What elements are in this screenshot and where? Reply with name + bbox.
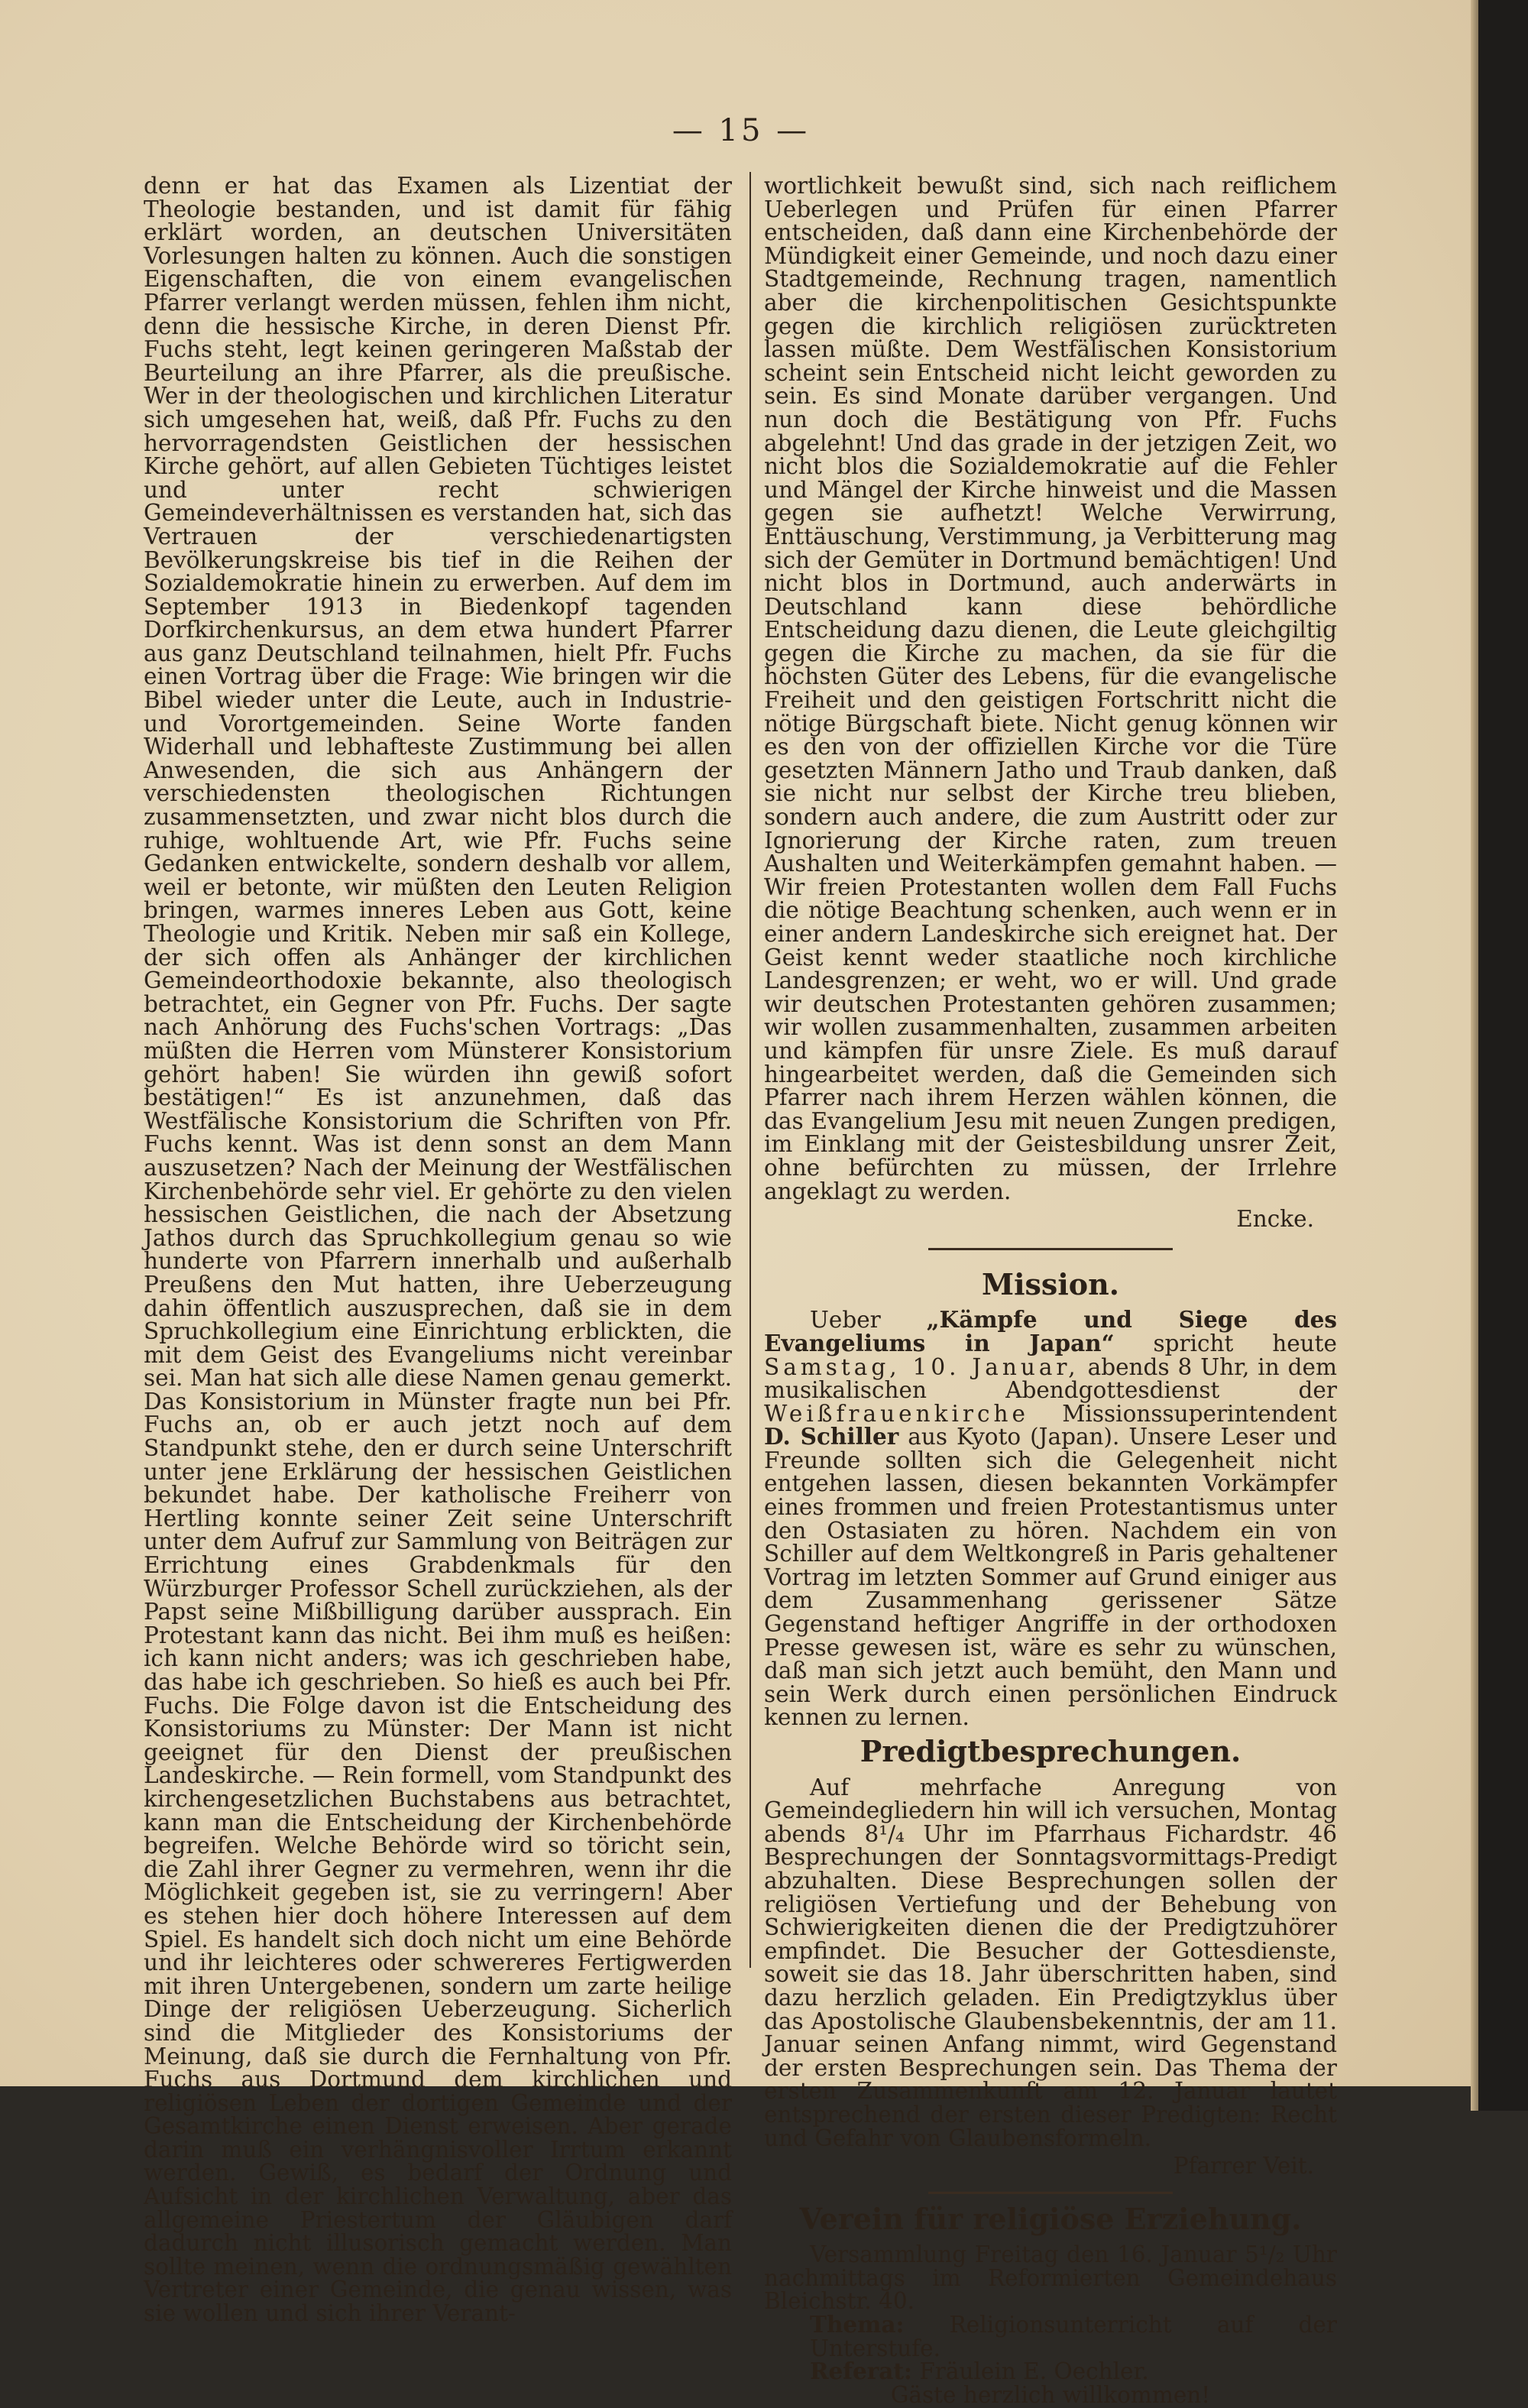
main-article-continuation: wortlichkeit bewußt sind, sich nach reiflichem Ueberlegen und Prüfen für einen Pfarrer entscheiden, daß dann eine Kirchenbehörde der Mündigkeit einer Gemeinde, und noch dazu einer Stadtgemeinde, Rechnung tragen, namentlich aber die kirchenpolitischen Gesichtspunkte gegen die kirchlich religiösen zurücktreten lassen müßte. Dem Westfälischen Konsistorium scheint sein Entscheid nicht leicht geworden zu sein. Es sind Monate darüber vergangen. Und nun doch die Bestätigung von Pfr. Fuchs abgelehnt! Und das grade in der jetzigen Zeit, wo nicht blos die Sozialdemokratie auf die Fehler und Mängel der Kirche hinweist und die Massen gegen sie aufhetzt! Welche Verwirrung, Enttäuschung, Verstimmung, ja Verbitterung mag sich der Gemüter in Dortmund bemächtigen! Und nicht blos in Dortmund, auch anderwärts in Deutschland kann diese behördliche Entscheidung dazu dienen, die Leute gleichgiltig gegen die Kirche zu machen, da sie für die höchsten Güter des Lebens, für die evangelische Freiheit und den geistigen Fortschritt nicht die nötige Bürgschaft biete. Nicht genug können wir es den von der offiziellen Kirche vor die Türe gesetzten Männern Jatho und Traub danken, daß sie nicht nur selbst der Kirche treu blieben, sondern auch andere, die zum Austritt oder zur Ignorierung der Kirche raten, zum treuen Aushalten und Weiterkämpfen gemahnt haben. — Wir freien Protestanten wollen dem Fall Fuchs die nötige Beachtung schenken, auch wenn er in einer andern Landeskirche sich ereignet hat. Der Geist kennt weder staatliche noch kirchliche Landesgrenzen; er weht, wo er will. Und grade wir deutschen Protestanten gehören zusammen; wir wollen zusammenhalten, zusammen arbeiten und kämpfen für unsre Ziele. Es muß darauf hingearbeitet werden, daß die Gemeinden sich Pfarrer nach ihrem Herzen wählen können, die das Evangelium Jesu mit neuen Zungen predigen, im Einklang mit der Geistesbildung unsrer Zeit, ohne befürchten zu müssen, der Irrlehre angeklagt zu werden.	[764, 173, 1337, 1204]
article-signature: Encke.	[1236, 1206, 1314, 1233]
column-divider	[749, 172, 751, 1968]
section-divider	[928, 2192, 1173, 2194]
verein-heading: Verein für religiöse Erziehung.	[799, 2201, 1302, 2236]
predigt-signature: Pfarrer Veit.	[1173, 2153, 1314, 2180]
mission-heading: Mission.	[982, 1266, 1119, 1301]
verein-meeting: Versammlung Freitag den 16. Januar 5¹/₂ Uhr nachmittags im Reformierten Gemeindehaus Bleichstr. 40.	[764, 2241, 1337, 2315]
page-number: — 15 —	[672, 113, 811, 148]
mission-speaker: D. Schiller	[764, 1423, 899, 1450]
mission-body	[764, 1308, 1337, 1729]
section-divider	[928, 1248, 1173, 1250]
thema-value: Religionsunterricht auf der Unterstufe.	[810, 2312, 1337, 2361]
mission-topic: „Kämpfe und Siege des Evangeliums in Japan“	[764, 1306, 1337, 1356]
verein-referat	[810, 2360, 1337, 2384]
mission-day: Samstag, 10. Januar,	[764, 1353, 1080, 1380]
mission-text-1: spricht heute	[1153, 1330, 1337, 1356]
verein-welcome: Gäste herzlich willkommen!	[890, 2381, 1211, 2408]
main-article-body: denn er hat das Examen als Lizentiat der Theologie bestanden, und ist damit für fähig erklärt worden, an deutschen Universitäten Vorlesungen halten zu können. Auch die sonstigen Eigenschaften, die von einem evangelischen Pfarrer verlangt werden müssen, fehlen ihm nicht, denn die hessische Kirche, in deren Dienst Pfr. Fuchs steht, legt keinen geringeren Maßstab der Beurteilung an ihre Pfarrer, als die preußische. Wer in der theologischen und kirchlichen Literatur sich umgesehen hat, weiß, daß Pfr. Fuchs zu den hervorragendsten Geistlichen der hessischen Kirche gehört, auf allen Gebieten Tüchtiges leistet und unter recht schwierigen Gemeindeverhältnissen es verstanden hat, sich das Vertrauen der verschiedenartigsten Bevölkerungskreise bis tief in die Reihen der Sozialdemokratie hinein zu erwerben. Auf dem im September 1913 in Biedenkopf tagenden Dorfkirchenkursus, an dem etwa hundert Pfarrer aus ganz Deutschland teilnahmen, hielt Pfr. Fuchs einen Vortrag über die Frage: Wie bringen wir die Bibel wieder unter die Leute, auch in Industrie- und Vorortgemeinden. Seine Worte fanden Widerhall und lebhafteste Zustimmung bei allen Anwesenden, die sich aus Anhängern der verschiedensten theologischen Richtungen zusammensetzten, und zwar nicht blos durch die ruhige, wohltuende Art, wie Pfr. Fuchs seine Gedanken entwickelte, sondern deshalb vor allem, weil er betonte, wir müßten den Leuten Religion bringen, warmes inneres Leben aus Gott, keine Theologie und Kritik. Neben mir saß ein Kollege, der sich offen als Anhänger der kirchlichen Gemeindeorthodoxie bekannte, also theologisch betrachtet, ein Gegner von Pfr. Fuchs. Der sagte nach Anhörung des Fuchs'schen Vortrags: „Das müßten die Herren vom Münsterer Konsistorium gehört haben! Sie würden ihn gewiß sofort bestätigen!“ Es ist anzunehmen, daß das Westfälische Konsistorium die Schriften von Pfr. Fuchs kennt. Was ist denn sonst an dem Mann auszusetzen? Nach der Meinung der Westfälischen Kirchenbehörde sehr viel. Er gehörte zu den vielen hessischen Geistlichen, die nach der Absetzung Jathos durch das Spruchkollegium genau so wie hunderte von Pfarrern innerhalb und außerhalb Preußens den Mut hatten, ihre Ueberzeugung dahin öffentlich auszusprechen, daß sie in dem Spruchkollegium eine Einrichtung erblickten, die mit dem Geist des Evangeliums nicht vereinbar sei. Man hat sich alle diese Namen genau gemerkt. Das Konsistorium in Münster fragte nun bei Pfr. Fuchs an, ob er auch jetzt noch auf dem Standpunkt stehe, den er durch seine Unterschrift unter jene Erklärung der hessischen Geistlichen bekundet habe. Der katholische Freiherr von Hertling konnte seiner Zeit seine Unterschrift unter dem Aufruf zur Sammlung von Beiträgen zur Errichtung eines Grabdenkmals für den Würzburger Professor Schell zurückziehen, als der Papst seine Mißbilligung darüber aussprach. Ein Protestant kann das nicht. Bei ihm muß es heißen: ich kann nicht anders; was ich geschrieben habe, das habe ich geschrieben. So hieß es auch bei Pfr. Fuchs. Die Folge davon ist die Entscheidung des Konsistoriums zu Münster: Der Mann ist nicht geeignet für den Dienst der preußischen Landeskirche. — Rein formell, vom Standpunkt des kirchengesetzlichen Buchstabens aus betrachtet, kann man die Entscheidung der Kirchenbehörde begreifen. Welche Behörde wird so töricht sein, die Zahl ihrer Gegner zu vermehren, wenn ihr die Möglichkeit gegeben ist, sie zu verringern! Aber es stehen hier doch höhere Interessen auf dem Spiel. Es handelt sich doch nicht um eine Behörde und ihr leichteres oder schwereres Fertigwerden mit ihren Untergebenen, sondern um zarte heilige Dinge der religiösen Ueberzeugung. Sicherlich sind die Mitglieder des Konsistoriums der Meinung, daß sie durch die Fernhaltung von Pfr. Fuchs aus Dortmund dem kirchlichen und religiösen Leben der dortigen Gemeinde und der Gesamtkirche einen Dienst erweisen. Aber gerade darin muß ein verhängnisvoller Irrtum erkannt werden. Gewiß, es bedarf der Ordnung und Aufsicht in der kirchlichen Verwaltung, aber das allgemeine Priestertum der Gläubigen darf dadurch nicht illusorisch gemacht werden. Man sollte meinen, wenn die ordnungsmäßig gewählten Vertreter einer Gemeinde, die genau wissen, was sie wollen und sich ihrer Verant-	[144, 173, 732, 2327]
referat-value: Fräulein E. Oechler.	[919, 2358, 1149, 2385]
page-edge	[1471, 0, 1478, 2111]
book-spine	[1478, 0, 1528, 2111]
mission-church: Weißfrauenkirche	[764, 1400, 1029, 1427]
mission-intro: Ueber	[810, 1307, 881, 1334]
predigt-heading: Predigtbesprechungen.	[860, 1734, 1242, 1768]
thema-label: Thema:	[810, 2311, 905, 2338]
predigt-body: Auf mehrfache Anregung von Gemeindegliedern hin will ich versuchen, Montag abends 8¹/₄ Uhr im Pfarrhaus Fichardstr. 46 Besprechungen der Sonntagsvormittags-Predigt abzuhalten. Diese Besprechungen sollen der religiösen Vertiefung und der Behebung von Schwierigkeiten dienen die der Predigtzuhörer empfindet. Die Besucher der Gottesdienste, soweit sie das 18. Jahr überschritten haben, sind dazu herzlich geladen. Ein Predigtzyklus über das Apostolische Glaubensbekenntnis, der am 11. Januar seinen Anfang nimmt, wird Gegenstand der ersten Besprechungen sein. Das Thema der ersten Zusammenkunft am 12. Januar lautet entsprechend der ersten dieser Predigten: Recht und Gefahr von Glaubensformeln.	[764, 1774, 1337, 2151]
mission-text-3: Missionssuperintendent	[1062, 1400, 1337, 1427]
mission-text-2: abends 8 Uhr, in dem musikalischen Abendgottesdienst der	[764, 1353, 1337, 1404]
mission-text-4: aus Kyoto (Japan). Unsere Leser und Freunde sollten sich die Gelegenheit nicht entgehen lassen, diesen bekannten Vorkämpfer eines frommen und freien Protestantismus unter den Ostasiaten zu hören. Nachdem ein von Schiller auf dem Weltkongreß in Paris gehaltener Vortrag im letzten Sommer auf Grund einiger aus dem Zusammenhang gerissener Sätze Gegenstand heftiger Angriffe in der orthodoxen Presse gewesen ist, wäre es sehr zu wünschen, daß man sich jetzt auch bemüht, den Mann und sein Werk durch einen persönlichen Eindruck kennen zu lernen.	[764, 1424, 1337, 1731]
verein-thema	[810, 2313, 1337, 2360]
right-column	[764, 174, 1337, 2406]
left-column	[144, 174, 732, 2325]
referat-label: Referat:	[810, 2358, 912, 2385]
